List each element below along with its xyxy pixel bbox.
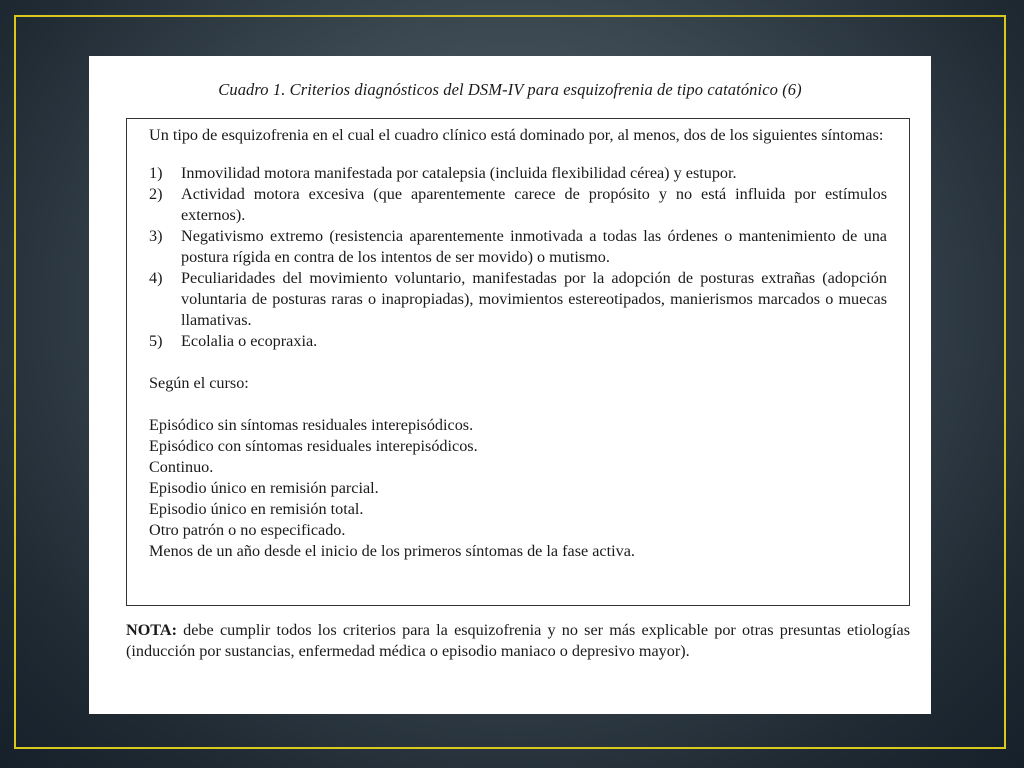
criteria-intro: Un tipo de esquizofrenia en el cual el cuadro clínico está dominado por, al menos, dos de los siguientes síntomas:	[149, 126, 884, 144]
course-item: Menos de un año desde el inicio de los primeros síntomas de la fase activa.	[149, 542, 635, 560]
course-item: Episódico sin síntomas residuales interepisódicos.	[149, 416, 474, 434]
criteria-number: 3)	[149, 227, 163, 245]
course-item: Otro patrón o no especificado.	[149, 521, 346, 539]
criteria-text: Ecolalia o ecopraxia.	[181, 332, 318, 350]
course-list	[149, 415, 887, 562]
criteria-text: Negativismo extremo (resistencia aparentemente inmotivada a todas las órdenes o mantenimiento de una postura rígida en contra de los intentos de ser movido) o mutismo.	[181, 227, 887, 266]
course-item: Episódico con síntomas residuales interepisódicos.	[149, 437, 478, 455]
criteria-number: 2)	[149, 185, 163, 203]
course-item: Continuo.	[149, 458, 214, 476]
nota-text: debe cumplir todos los criterios para la esquizofrenia y no ser más explicable por otras presuntas etiologías (inducción por sustancias, enfermedad médica o episodio maniaco o depresivo mayor).	[126, 621, 910, 660]
nota-label: NOTA:	[126, 621, 177, 639]
criteria-number: 4)	[149, 269, 163, 287]
course-item: Episodio único en remisión parcial.	[149, 479, 379, 497]
criteria-box	[126, 118, 910, 606]
course-item: Episodio único en remisión total.	[149, 500, 364, 518]
table-caption: Cuadro 1. Criterios diagnósticos del DSM-IV para esquizofrenia de tipo catatónico (6)	[218, 80, 802, 99]
criteria-item	[149, 184, 887, 226]
criteria-item	[149, 331, 887, 352]
criteria-text: Inmovilidad motora manifestada por catalepsia (incluida flexibilidad cérea) y estupor.	[181, 164, 737, 182]
document-image	[89, 56, 931, 714]
criteria-number: 5)	[149, 332, 163, 350]
criteria-list	[149, 163, 887, 352]
criteria-item	[149, 226, 887, 268]
criteria-item	[149, 163, 887, 184]
criteria-item	[149, 268, 887, 331]
criteria-number: 1)	[149, 164, 163, 182]
criteria-text: Actividad motora excesiva (que aparentemente carece de propósito y no está influida por estímulos externos).	[181, 185, 887, 224]
nota-paragraph	[126, 620, 910, 662]
course-heading: Según el curso:	[149, 374, 249, 392]
criteria-text: Peculiaridades del movimiento voluntario, manifestadas por la adopción de posturas extrañas (adopción voluntaria de posturas raras o inapropiadas), movimientos estereotipados, manierismos marcados o muecas llamativas.	[181, 269, 887, 329]
